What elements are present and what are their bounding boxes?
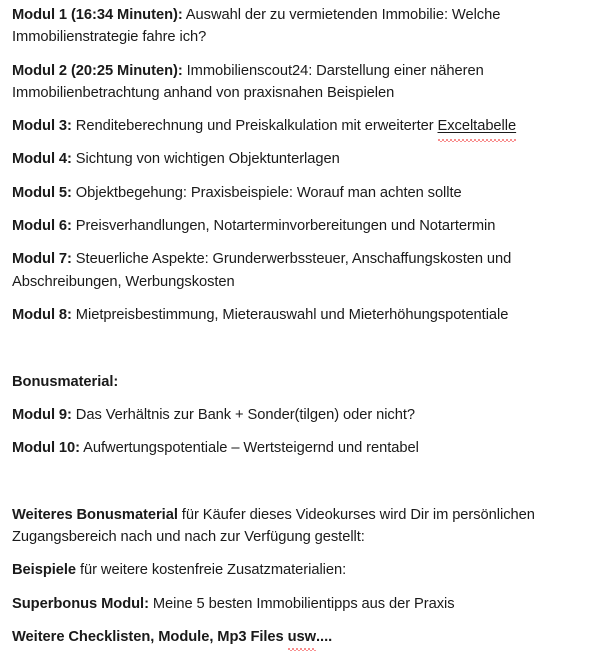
paragraph-modul-1 — [12, 4, 586, 49]
modul-2-text: Immobilienscout24: Darstellung einer näheren Immobilienbetrachtung anhand von praxisnahen Beispielen — [12, 62, 484, 101]
modul-2-label: Modul 2 (20:25 Minuten): — [12, 62, 183, 79]
exceltabelle-misspelled-word: Exceltabelle — [438, 115, 517, 137]
modul-5-text: Objektbegehung: Praxisbeispiele: Worauf man achten sollte — [71, 184, 462, 201]
modul-6-label: Modul 6: — [12, 218, 72, 235]
superbonus-modul-label: Superbonus Modul: — [12, 595, 149, 612]
paragraph-modul-9 — [12, 404, 586, 426]
weiteres-bonusmaterial-label: Weiteres Bonusmaterial — [12, 506, 178, 523]
weitere-checklisten-ellipsis: .... — [316, 628, 333, 645]
beispiele-text: für weitere kostenfreie Zusatzmaterialien: — [76, 562, 347, 579]
weiteres-bonusmaterial-text: für Käufer dieses Videokurses wird Dir im persönlichen Zugangsbereich nach und nach zur Verfügung gestellt: — [12, 506, 535, 546]
paragraph-weiteres-bonusmaterial — [12, 504, 586, 549]
modul-5-label: Modul 5: — [12, 184, 72, 201]
paragraph-modul-8 — [12, 304, 586, 326]
paragraph-beispiele — [12, 559, 586, 581]
paragraph-modul-2 — [12, 60, 586, 105]
modul-3-label: Modul 3: — [12, 118, 72, 135]
modul-10-text: Aufwertungspotentiale – Wertsteigernd und rentabel — [80, 440, 419, 457]
modul-8-label: Modul 8: — [12, 306, 72, 323]
modul-4-text: Sichtung von wichtigen Objektunterlagen — [71, 151, 340, 168]
paragraph-modul-7 — [12, 248, 586, 293]
modul-9-text: Das Verhältnis zur Bank + Sonder(tilgen) oder nicht? — [71, 406, 415, 423]
superbonus-modul-text: Meine 5 besten Immobilientipps aus der Praxis — [148, 595, 455, 612]
paragraph-modul-5 — [12, 182, 586, 204]
paragraph-bonusmaterial-heading — [12, 371, 586, 393]
paragraph-superbonus-modul — [12, 593, 586, 615]
paragraph-modul-3 — [12, 115, 586, 137]
bonusmaterial-heading-label: Bonusmaterial: — [12, 373, 119, 390]
modul-6-text: Preisverhandlungen, Notarterminvorbereitungen und Notartermin — [71, 218, 496, 235]
usw-misspelled-word: usw — [288, 626, 316, 648]
modul-7-text: Steuerliche Aspekte: Grunderwerbssteuer, Anschaffungskosten und Abschreibungen, Werbungskosten — [12, 251, 512, 290]
spacer-before-bonusmaterial — [12, 337, 586, 359]
modul-1-text: Auswahl der zu vermietenden Immobilie: Welche Immobilienstrategie fahre ich? — [12, 7, 501, 46]
modul-3-text: Renditeberechnung und Preiskalkulation mit erweiterter — [71, 118, 438, 135]
modul-4-label: Modul 4: — [12, 151, 72, 168]
paragraph-modul-4 — [12, 148, 586, 170]
paragraph-modul-10 — [12, 437, 586, 459]
spacer-before-weiteres-bonusmaterial — [12, 470, 586, 492]
modul-8-text: Mietpreisbestimmung, Mieterauswahl und Mieterhöhungspotentiale — [71, 306, 509, 323]
paragraph-weitere-checklisten — [12, 626, 586, 648]
modul-10-label: Modul 10: — [12, 440, 80, 457]
weitere-checklisten-label: Weitere Checklisten, Module, Mp3 Files — [12, 628, 288, 645]
modul-1-label: Modul 1 (16:34 Minuten): — [12, 7, 183, 23]
modul-7-label: Modul 7: — [12, 251, 72, 268]
beispiele-label: Beispiele — [12, 562, 77, 579]
modul-9-label: Modul 9: — [12, 406, 72, 423]
paragraph-modul-6 — [12, 215, 586, 237]
